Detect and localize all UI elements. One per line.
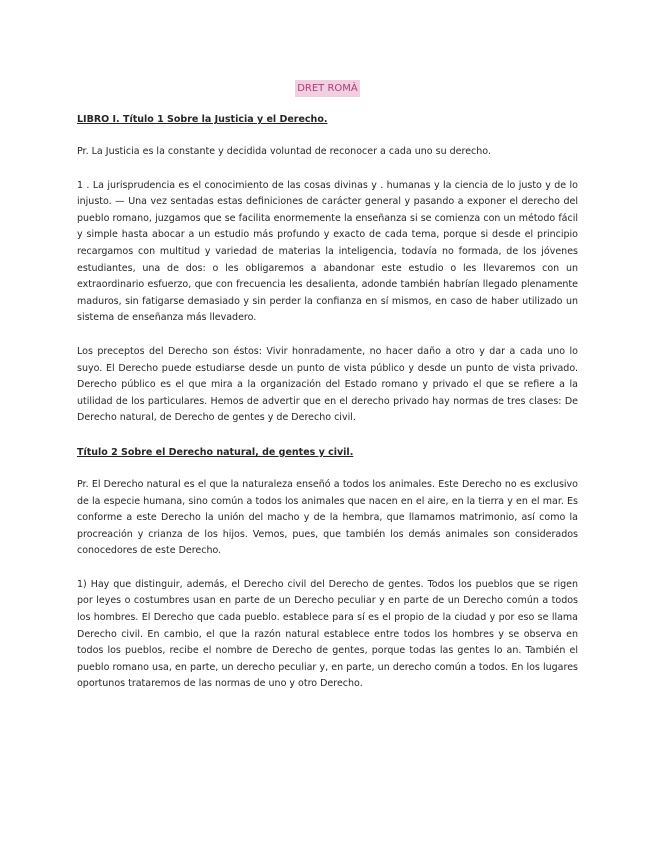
section-heading-libro-1-titulo-1: LIBRO I. Título 1 Sobre la Justicia y el Derecho. [77, 114, 328, 125]
section-heading-titulo-2: Título 2 Sobre el Derecho natural, de gentes y civil. [77, 446, 354, 458]
paragraph-preceptos: Los preceptos del Derecho son éstos: Vivir honradamente, no hacer daño a otro y dar a cada uno lo suyo. El Derecho puede estudiarse desde un punto de vista público y desde un punto de vista privado. Derecho público es el que mira a la organización del Estado romano y privado el que se refiere a la utilidad de los particulares. Hemos de advertir que en el derecho privado hay normas de tres clases: De Derecho natural, de Derecho de gentes y de Derecho civil. [77, 345, 578, 424]
document-title-row [77, 76, 578, 93]
paragraph-justicia-definition: Pr. La Justicia es la constante y decidida voluntad de reconocer a cada uno su derecho. [77, 146, 491, 157]
paragraph-jurisprudencia: 1 . La jurisprudencia es el conocimiento de las cosas divinas y . humanas y la ciencia de lo justo y de lo injusto. — Una vez sentadas estas definiciones de carácter general y pasando a exponer el derecho del pueblo romano, juzgamos que se facilita enormemente la enseñanza si se comienza con un método fácil y simple hasta abocar a un estudio más profundo y exacto de cada tema, porque si desde el principio recargamos con multitud y variedad de materias la inteligencia, todavía no formada, de los jóvenes estudiantes, una de dos: o les obligaremos a abandonar este estudio o les llevaremos con un extraordinario esfuerzo, que con frecuencia les desalienta, adonde también habrían llegado plenamente maduros, sin fatigarse demasiado y sin perder la confianza en sí mismos, en caso de haber utilizado un sistema de enseñanza más llevadero. [77, 179, 578, 324]
paragraph-derecho-civil-gentes: 1) Hay que distinguir, además, el Derecho civil del Derecho de gentes. Todos los pueblos que se rigen por leyes o costumbres usan en parte de un Derecho peculiar y en parte de un Derecho común a todos los hombres. El Derecho que cada pueblo. establece para sí es el propio de la ciudad y por eso se llama Derecho civil. En cambio, el que la razón natural establece entre todos los hombres y se observa en todos los pueblos, recibe el nombre de Derecho de gentes, porque todas las gentes lo an. También el pueblo romano usa, en parte, un derecho peculiar y, en parte, un derecho común a todos. En los lugares oportunos trataremos de las normas de uno y otro Derecho. [77, 578, 578, 690]
paragraph-derecho-natural: Pr. El Derecho natural es el que la naturaleza enseñó a todos los animales. Este Derecho no es exclusivo de la especie humana, sino común a todos los animales que nacen en el aire, en la tierra y en el mar. Es conforme a este Derecho la unión del macho y de la hembra, que llamamos matrimonio, así como la procreación y crianza de los hijos. Vemos, pues, que también los demás animales son considerados conocedores de este Derecho. [77, 478, 578, 557]
document-title: DRET ROMÀ [295, 80, 360, 97]
document-page [77, 76, 578, 693]
